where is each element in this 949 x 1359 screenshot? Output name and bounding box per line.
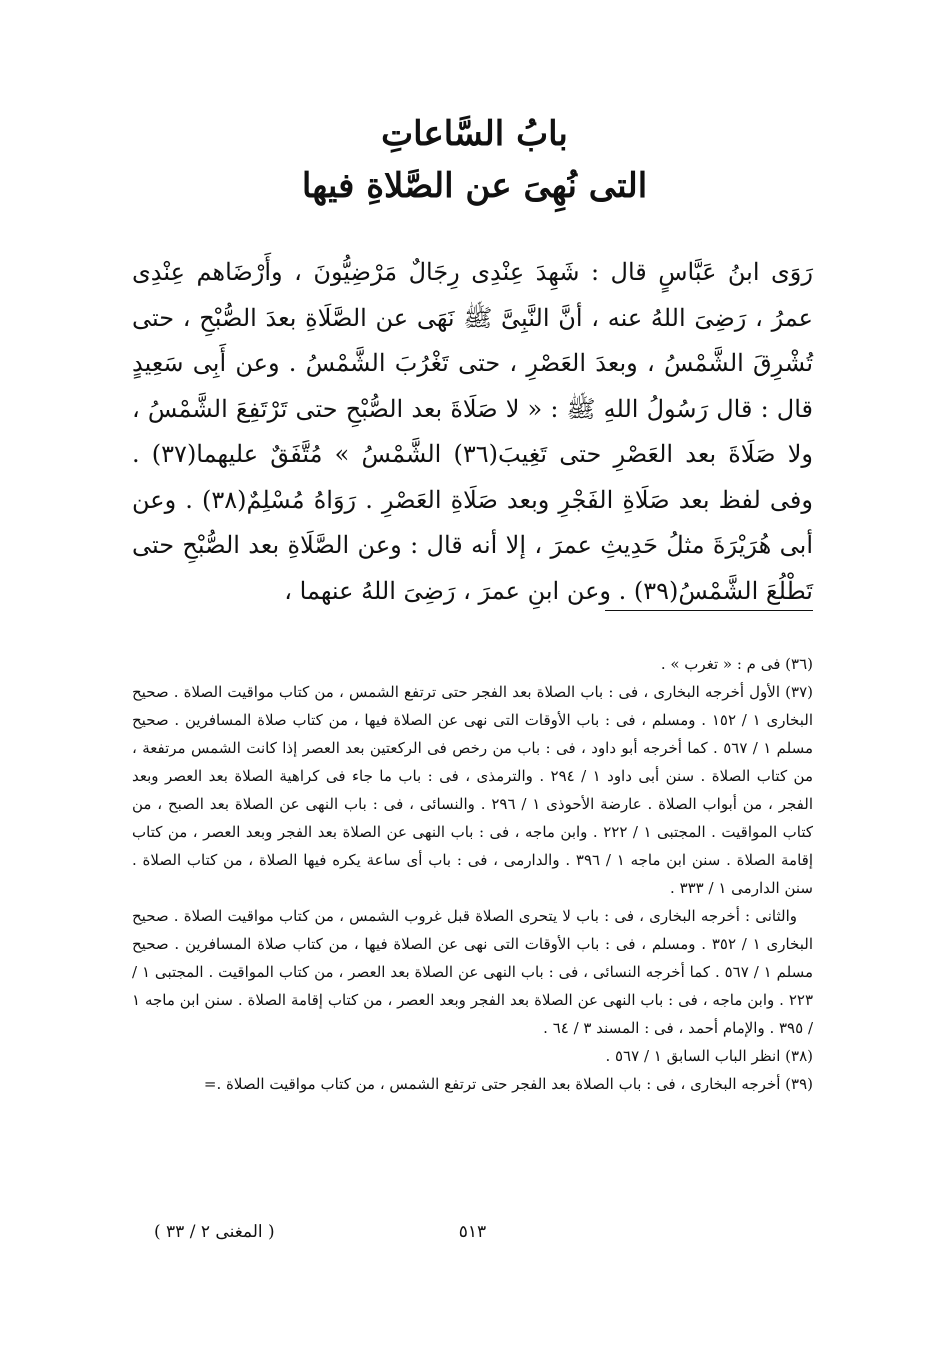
chapter-title-line-2: التى نُهِىَ عن الصَّلاةِ فيها bbox=[301, 166, 648, 206]
footnote-39: (٣٩) أخرجه البخارى ، فى : باب الصلاة بعد الفجر حتى ترتفع الشمس ، من كتاب مواقيت الصلاة .= bbox=[203, 1075, 813, 1093]
main-paragraph: رَوَى ابنُ عَبَّاسٍ قال : شَهِدَ عِنْدِى رِجَالٌ مَرْضِيُّونَ ، وأَرْضَاهم عِنْدِى عمرُ ، رَضِىَ اللهُ عنه ، أنَّ النَّبِىَّ ﷺ نَهَى عن الصَّلَاةِ بعدَ الصُّبْحِ ، حتى تُشْرِقَ الشَّمْسُ ، وبعدَ العَصْرِ ، حتى تَغْرُبَ الشَّمْسُ . وعن أَبِى سَعِيدٍ قال : قال رَسُولُ اللهِ ﷺ : « لا صَلَاةَ بعد الصُّبْحِ حتى تَرْتَفِعَ الشَّمْسُ ، ولا صَلَاةَ بعد العَصْرِ حتى تَغِيبَ(٣٦) الشَّمْسُ » مُتَّفَقٌ عليهما(٣٧) . وفى لفظ بعد صَلَاةِ الفَجْرِ وبعد صَلَاةِ العَصْرِ . رَوَاهُ مُسْلِمٌ(٣٨) . وعن أبى هُرَيْرَةَ مثلُ حَدِيثِ عمرَ ، إلا أنه قال : وعن الصَّلَاةِ بعد الصُّبْحِ حتى تَطْلُعَ الشَّمْسُ(٣٩) . وعن ابنِ عمرَ ، رَضِىَ اللهُ عنهما ، bbox=[132, 258, 813, 605]
footnote-separator bbox=[605, 610, 813, 611]
footnote-38: (٣٨) انظر الباب السابق ١ / ٥٦٧ . bbox=[605, 1047, 813, 1065]
chapter-heading bbox=[0, 108, 949, 212]
chapter-title-line-1: بابُ السَّاعاتِ bbox=[381, 114, 568, 154]
page-number: ٥١٣ bbox=[458, 1222, 487, 1242]
footnotes-section bbox=[132, 650, 813, 1098]
footnote-37-continuation: والثانى : أخرجه البخارى ، فى : باب لا يتحرى الصلاة قبل غروب الشمس ، من كتاب مواقيت الصلاة . صحيح البخارى ١ / ٣٥٢ . ومسلم ، فى : باب الأوقات التى نهى عن الصلاة فيها ، من كتاب صلاة المسافرين . صحيح مسلم ١ / ٥٦٧ . كما أخرجه النسائى ، فى : باب النهى عن الصلاة بعد العصر ، من كتاب المواقيت . المجتبى ١ / ٢٢٣ . وابن ماجه ، فى : باب النهى عن الصلاة بعد الفجر وبعد العصر ، من كتاب إقامة الصلاة . سنن ابن ماجه ١ / ٣٩٥ . والإمام أحمد ، فى : المسند ٣ / ٦٤ . bbox=[132, 907, 814, 1037]
page-footer bbox=[132, 1222, 813, 1252]
source-reference: ( المغنى ٢ / ٣٣ ) bbox=[154, 1222, 275, 1242]
footnote-37: (٣٧) الأول أخرجه البخارى ، فى : باب الصلاة بعد الفجر حتى ترتفع الشمس ، من كتاب مواقيت الصلاة . صحيح البخارى ١ / ١٥٢ . ومسلم ، فى : باب الأوقات التى نهى عن الصلاة فيها ، من كتاب صلاة المسافرين . صحيح مسلم ١ / ٥٦٧ . كما أخرجه أبو داود ، فى : باب من رخص فى الركعتين بعد العصر إذا كانت الشمس مرتفعة ، من كتاب الصلاة . سنن أبى داود ١ / ٢٩٤ . والترمذى ، فى : باب ما جاء فى كراهية الصلاة بعد العصر وبعد الفجر ، من أبواب الصلاة . عارضة الأحوذى ١ / ٢٩٦ . والنسائى ، فى : باب النهى عن الصلاة بعد الصبح ، من كتاب المواقيت . المجتبى ١ / ٢٢٢ . وابن ماجه ، فى : باب النهى عن الصلاة بعد الفجر وبعد العصر ، من كتاب إقامة الصلاة . سنن ابن ماجه ١ / ٣٩٦ . والدارمى ، فى : باب أى ساعة يكره فيها الصلاة ، من كتاب الصلاة . سنن الدارمى ١ / ٣٣٣ . bbox=[132, 683, 814, 897]
footnote-36: (٣٦) فى م : « تغرب » . bbox=[660, 655, 813, 673]
